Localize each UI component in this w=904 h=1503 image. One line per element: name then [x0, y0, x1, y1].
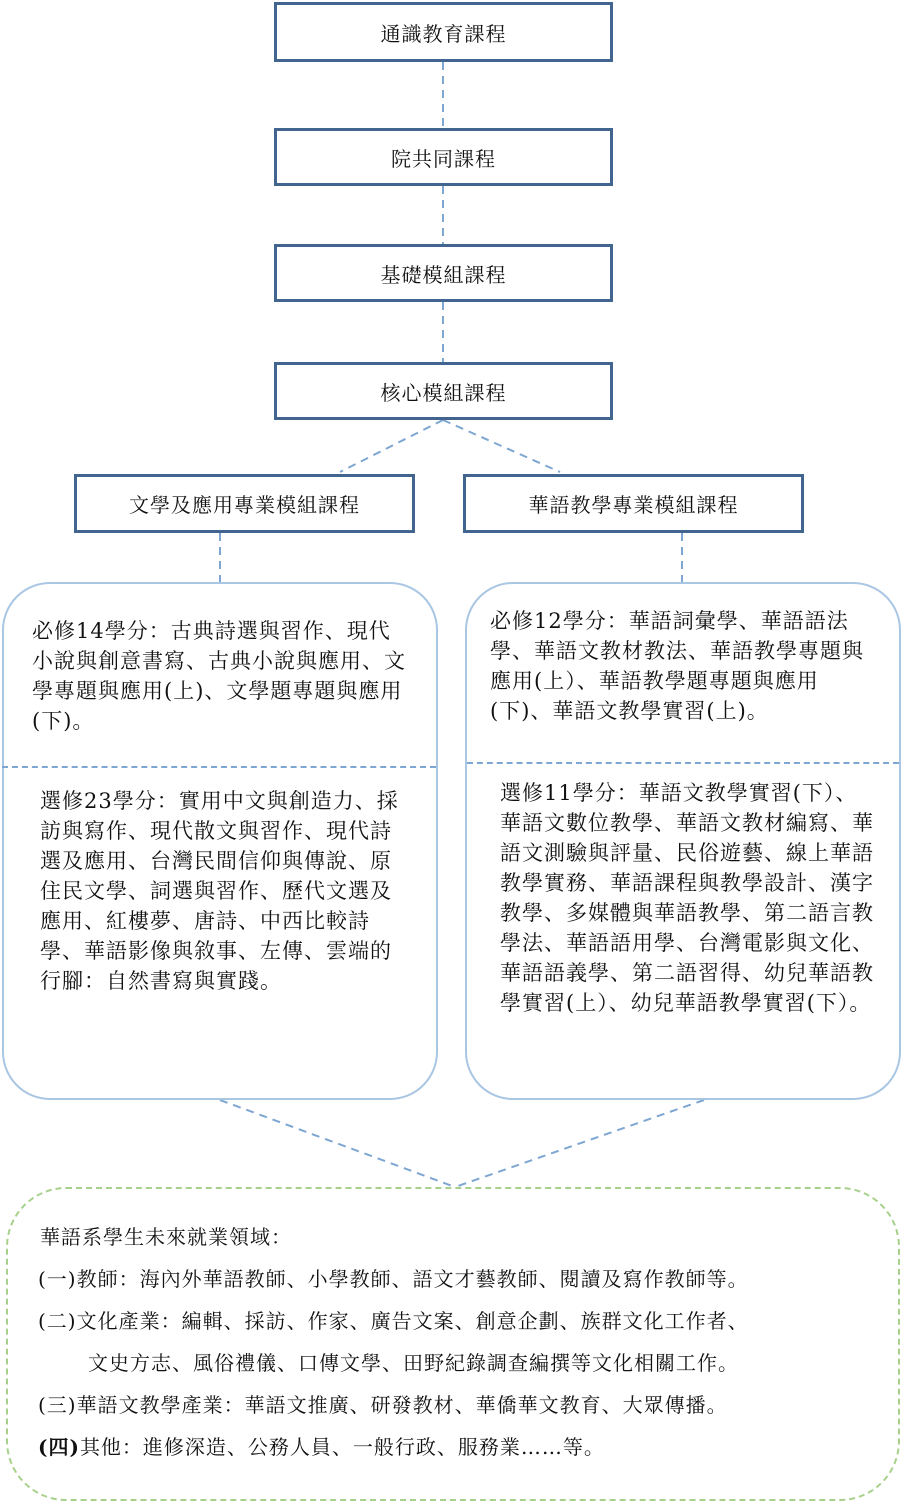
core-module-label: 核心模組課程: [380, 380, 507, 405]
literature-divider: [2, 766, 436, 768]
literature-elective-text: 選修23學分：實用中文與創造力、採訪與寫作、現代散文與習作、現代詩選及應用、台灣民間信仰與傳說、原住民文學、詞選與習作、歷代文選及應用、紅樓夢、唐詩、中西比較詩學、華語影像與敘事、左傳、雲端的行腳：自然書寫與實踐。: [40, 789, 399, 993]
connector-core-teaching: [443, 420, 560, 472]
teaching-divider: [467, 762, 899, 764]
career-item-teaching-industry: (三)華語文教學產業：華語文推廣、研發教材、華僑華文教育、大眾傳播。: [38, 1393, 728, 1417]
career-item-teachers: (一)教師：海內外華語教師、小學教師、語文才藝教師、閱讀及寫作教師等。: [38, 1267, 749, 1291]
general-education-box: [274, 2, 613, 62]
career-title: 華語系學生未來就業領域：: [40, 1225, 292, 1249]
career-item-culture-continued: 文史方志、風俗禮儀、口傳文學、田野紀錄調查編撰等文化相關工作。: [88, 1351, 739, 1375]
career-item-other: [38, 1432, 605, 1462]
teaching-module-box: [463, 474, 804, 533]
basic-module-label: 基礎模組課程: [380, 262, 507, 287]
general-education-label: 通識教育課程: [380, 21, 507, 46]
connector-teaching-careers: [455, 1100, 704, 1187]
basic-module-box: [274, 244, 613, 302]
literature-required-text: 必修14學分：古典詩選與習作、現代小說與創意書寫、古典小說與應用、文學專題與應用(上)、文學題專題與應用(下)。: [32, 619, 406, 733]
teaching-module-label: 華語教學專業模組課程: [528, 493, 739, 517]
core-module-box: [274, 362, 613, 420]
connector-literature-careers: [220, 1100, 455, 1187]
career-item-culture: (二)文化產業：編輯、採訪、作家、廣告文案、創意企劃、族群文化工作者、: [38, 1309, 749, 1333]
college-common-label: 院共同課程: [391, 146, 496, 171]
literature-module-box: [74, 474, 415, 533]
teaching-required-text: 必修12學分：華語詞彙學、華語語法學、華語文教材教法、華語教學專題與應用(上）、華語教學題專題與應用(下)、華語文教學實習(上)。: [490, 609, 864, 723]
connector-core-literature: [340, 420, 443, 472]
teaching-elective-text: 選修11學分：華語文教學實習(下）、華語文數位教學、華語文教材編寫、華語文測驗與評量、民俗遊藝、線上華語教學實務、華語課程與教學設計、漢字教學、多媒體與華語教學、第二語言教學法、華語語用學、台灣電影與文化、華語語義學、第二語習得、幼兒華語教學實習(上）、幼兒華語教學實習(下）。: [500, 781, 874, 1015]
career-item-other-text: 其他：進修深造、公務人員、一般行政、服務業……等。: [79, 1435, 605, 1459]
college-common-box: [274, 128, 613, 186]
literature-module-label: 文學及應用專業模組課程: [129, 493, 360, 517]
career-item-other-number: (四): [38, 1435, 80, 1459]
